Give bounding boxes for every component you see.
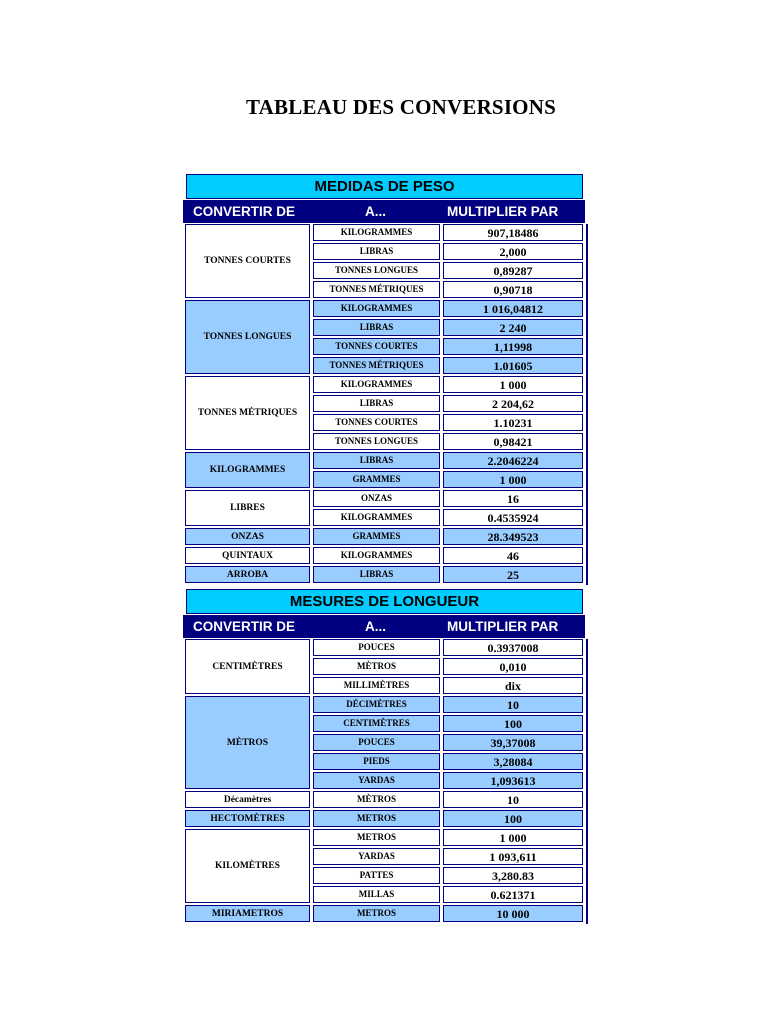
factor-cell: 2 240 [443,319,583,336]
factor-cell: 1.10231 [443,414,583,431]
to-unit-cell: MÈTROS [313,791,440,808]
to-unit-cell: PIEDS [313,753,440,770]
group-from-cell: Décamètres [185,791,310,808]
to-unit-cell: DÉCIMÈTRES [313,696,440,713]
to-unit-cell: TONNES COURTES [313,414,440,431]
factor-cell: 1 000 [443,471,583,488]
to-unit-cell: LIBRAS [313,319,440,336]
factor-cell: 100 [443,715,583,732]
factor-cell: 28.349523 [443,528,583,545]
to-unit-cell: TONNES COURTES [313,338,440,355]
factor-cell: 2 204,62 [443,395,583,412]
factor-cell: 1 000 [443,829,583,846]
factor-cell: 1 093,611 [443,848,583,865]
group-from-cell: MIRIAMETROS [185,905,310,922]
to-unit-cell: TONNES MÉTRIQUES [313,281,440,298]
factor-cell: 100 [443,810,583,827]
factor-cell: 0,98421 [443,433,583,450]
factor-cell: 46 [443,547,583,564]
to-unit-cell: METROS [313,905,440,922]
to-unit-cell: KILOGRAMMES [313,547,440,564]
table-body [183,224,588,585]
factor-cell: 1 016,04812 [443,300,583,317]
factor-cell: 0,90718 [443,281,583,298]
factor-cell: 39,37008 [443,734,583,751]
factor-cell: 3,280.83 [443,867,583,884]
to-unit-cell: GRAMMES [313,528,440,545]
table-header [183,200,585,223]
factor-cell: 3,28084 [443,753,583,770]
factor-cell: 2.2046224 [443,452,583,469]
factor-cell: 0.3937008 [443,639,583,656]
factor-cell: 0.621371 [443,886,583,903]
header-convert-from: CONVERTIR DE [193,619,296,634]
to-unit-cell: MILLIMÈTRES [313,677,440,694]
header-to: A... [365,204,387,219]
to-unit-cell: LIBRAS [313,566,440,583]
factor-cell: dix [443,677,583,694]
to-unit-cell: ONZAS [313,490,440,507]
to-unit-cell: LIBRAS [313,243,440,260]
factor-cell: 10 [443,696,583,713]
factor-cell: 907,18486 [443,224,583,241]
to-unit-cell: MÈTROS [313,658,440,675]
section-title: MESURES DE LONGUEUR [186,589,583,614]
to-unit-cell: LIBRAS [313,395,440,412]
to-unit-cell: KILOGRAMMES [313,300,440,317]
to-unit-cell: TONNES MÉTRIQUES [313,357,440,374]
to-unit-cell: PATTES [313,867,440,884]
to-unit-cell: LIBRAS [313,452,440,469]
section-title: MEDIDAS DE PESO [186,174,583,199]
to-unit-cell: POUCES [313,639,440,656]
group-from-cell: TONNES COURTES [185,224,310,298]
to-unit-cell: TONNES LONGUES [313,433,440,450]
factor-cell: 1,093613 [443,772,583,789]
factor-cell: 0,89287 [443,262,583,279]
page-title: TABLEAU DES CONVERSIONS [246,95,556,119]
to-unit-cell: KILOGRAMMES [313,224,440,241]
to-unit-cell: POUCES [313,734,440,751]
to-unit-cell: TONNES LONGUES [313,262,440,279]
factor-cell: 2,000 [443,243,583,260]
to-unit-cell: METROS [313,829,440,846]
to-unit-cell: METROS [313,810,440,827]
factor-cell: 1.01605 [443,357,583,374]
header-convert-from: CONVERTIR DE [193,204,296,219]
table-body [183,639,588,924]
group-from-cell: KILOGRAMMES [185,452,310,488]
factor-cell: 0.4535924 [443,509,583,526]
factor-cell: 25 [443,566,583,583]
group-from-cell: MÈTROS [185,696,310,789]
header-to: A... [365,619,387,634]
group-from-cell: ARROBA [185,566,310,583]
header-multiply-by: MULTIPLIER PAR [447,204,559,219]
to-unit-cell: GRAMMES [313,471,440,488]
factor-cell: 0,010 [443,658,583,675]
group-from-cell: ONZAS [185,528,310,545]
to-unit-cell: MILLAS [313,886,440,903]
factor-cell: 1 000 [443,376,583,393]
factor-cell: 1,11998 [443,338,583,355]
to-unit-cell: YARDAS [313,848,440,865]
group-from-cell: HECTOMÈTRES [185,810,310,827]
group-from-cell: TONNES MÉTRIQUES [185,376,310,450]
factor-cell: 10 000 [443,905,583,922]
to-unit-cell: CENTIMÈTRES [313,715,440,732]
group-from-cell: TONNES LONGUES [185,300,310,374]
table-header [183,615,585,638]
header-multiply-by: MULTIPLIER PAR [447,619,559,634]
group-from-cell: QUINTAUX [185,547,310,564]
to-unit-cell: KILOGRAMMES [313,376,440,393]
to-unit-cell: KILOGRAMMES [313,509,440,526]
group-from-cell: KILOMÈTRES [185,829,310,903]
to-unit-cell: YARDAS [313,772,440,789]
group-from-cell: LIBRES [185,490,310,526]
factor-cell: 16 [443,490,583,507]
factor-cell: 10 [443,791,583,808]
group-from-cell: CENTIMÈTRES [185,639,310,694]
